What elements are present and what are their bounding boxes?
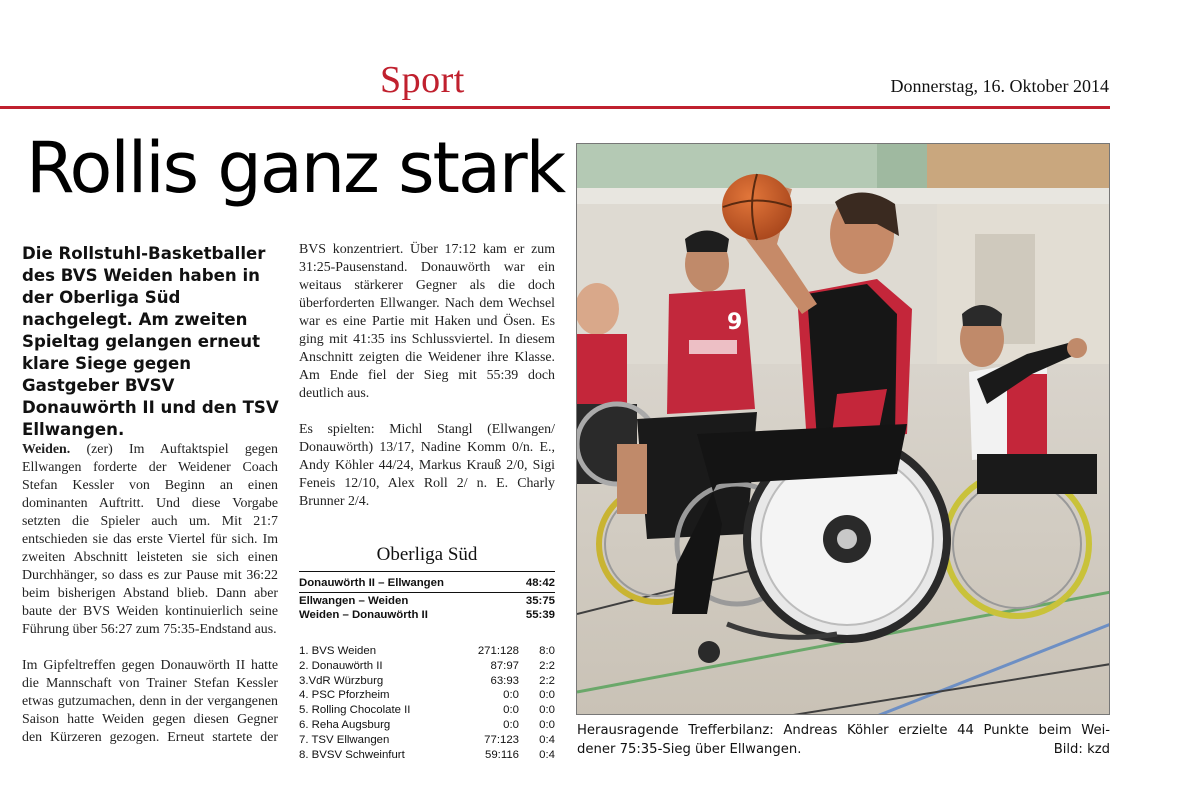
standings-score: 59:116 bbox=[485, 748, 519, 761]
caption-line-2 bbox=[577, 740, 1110, 759]
standings-team: 7. TSV Ellwangen bbox=[299, 733, 390, 746]
svg-text:9: 9 bbox=[727, 310, 743, 335]
standings-team: 3.VdR Würzburg bbox=[299, 674, 384, 687]
photo-credit: Bild: kzd bbox=[1053, 742, 1110, 757]
standings-score: 77:123 bbox=[484, 733, 519, 746]
issue-date: Donnerstag, 16. Oktober 2014 bbox=[890, 76, 1109, 96]
standings-score: 0:0 bbox=[503, 718, 519, 731]
standings-team: 2. Donauwörth II bbox=[299, 659, 383, 672]
standings-team: 6. Reha Augsburg bbox=[299, 718, 391, 731]
caption-text: dener 75:35-Sieg über Ellwangen. bbox=[577, 742, 802, 757]
standings-row bbox=[299, 748, 555, 763]
standings-table bbox=[299, 644, 555, 762]
league-table-rule-top bbox=[299, 571, 555, 572]
standings-points: 2:2 bbox=[539, 674, 555, 687]
standings-score: 87:97 bbox=[490, 659, 519, 672]
article-photo bbox=[576, 143, 1110, 715]
standings-team: 4. PSC Pforzheim bbox=[299, 689, 390, 702]
header-divider bbox=[0, 106, 1110, 109]
standings-points: 0:4 bbox=[539, 733, 555, 746]
standings-row bbox=[299, 733, 555, 748]
result-score: 55:39 bbox=[525, 609, 555, 621]
league-table-rule-mid bbox=[299, 592, 555, 593]
article-paragraph-2: Im Gipfeltreffen gegen Donauwörth II hatte die Mannschaft von Trainer Stefan Kessler etwas gutzumachen, denn in der vergangenen Saison hatte Weiden gegen diesen Gegner den Kürzeren gezogen. Erneut startete der bbox=[22, 658, 278, 745]
standings-team: 1. BVS Weiden bbox=[299, 645, 377, 657]
result-score: 35:75 bbox=[525, 595, 555, 607]
article-column-2 bbox=[299, 241, 555, 529]
paragraph-1-text: (zer) Im Auftaktspiel gegen Ellwangen forderte der Weidener Coach Stefan Kessler von Beginn an einen dominanten Auftritt. Und diese Vorgabe setzten die Spieler auch um. Mit 21:7 entschieden sie das erste Viertel für sich. Im zweiten Abschnitt leisteten sie sich einen Durchhänger, so dass es zur Pause mit 36:22 beim bisherigen Abstand blieb. Dann aber baute der BVS Weiden kontinuierlich seine Führung über 56:27 zum 75:35-Endstand aus. bbox=[22, 442, 278, 637]
wheelchair-basketball-photo-icon bbox=[577, 144, 1110, 715]
league-table-title: Oberliga Süd bbox=[376, 544, 478, 565]
standings-score: 0:0 bbox=[503, 689, 519, 702]
result-match: Ellwangen – Weiden bbox=[299, 595, 409, 607]
standings-score: 0:0 bbox=[503, 704, 519, 717]
standings-row bbox=[299, 659, 555, 674]
article-column-1 bbox=[22, 441, 278, 747]
caption-line-1: Herausragende Trefferbilanz: Andreas Köhler erzielte 44 Punkte beim Wei- bbox=[577, 723, 1110, 738]
standings-points: 0:0 bbox=[539, 704, 555, 717]
result-row bbox=[299, 594, 555, 608]
standings-row bbox=[299, 718, 555, 733]
dateline: Weiden. bbox=[22, 442, 71, 457]
standings-team: 5. Rolling Chocolate II bbox=[299, 704, 411, 717]
result-row bbox=[299, 608, 555, 622]
standings-points: 2:2 bbox=[539, 659, 555, 672]
standings-points: 0:0 bbox=[539, 718, 555, 731]
standings-row bbox=[299, 644, 555, 659]
result-match: Donauwörth II – Ellwangen bbox=[299, 577, 444, 589]
standings-row bbox=[299, 674, 555, 689]
article-lead: Die Rollstuhl-Basketballer des BVS Weiden haben in der Oberliga Süd nachgelegt. Am zweiten Spieltag gelangen erneut klare Siege gegen Gastgeber BVSV Donauwörth II und den TSV Ellwangen. bbox=[22, 244, 279, 439]
photo-caption bbox=[577, 721, 1110, 759]
article-paragraph-2-cont: BVS konzentriert. Über 17:12 kam er zum 31:25-Pausenstand. Donauwörth war ein weitaus stärkerer Gegner als die doch überforderten Ellwanger. Nach dem Wechsel war es eine Partie mit Haken und Ösen. Es ging mit 41:35 ins Schlussviertel. In diesem Anschnitt zeigten die Weidener ihre Klasse. Am Ende fiel der Sieg mit 55:39 doch deutlich aus. bbox=[299, 242, 555, 401]
standings-points: 0:4 bbox=[539, 748, 555, 761]
article-paragraph-1 bbox=[22, 441, 278, 639]
result-score: 48:42 bbox=[525, 577, 555, 589]
standings-team: 8. BVSV Schweinfurt bbox=[299, 748, 405, 761]
result-match: Weiden – Donauwörth II bbox=[299, 609, 428, 621]
results-table bbox=[299, 576, 555, 622]
standings-row bbox=[299, 703, 555, 718]
article-headline: Rollis ganz stark bbox=[26, 127, 565, 209]
standings-row bbox=[299, 688, 555, 703]
standings-points: 0:0 bbox=[539, 689, 555, 702]
section-title: Sport bbox=[380, 59, 465, 101]
article-paragraph-3: Es spielten: Michl Stangl (Ellwangen/ Donauwörth) 13/17, Nadine Komm 0/n. E., Andy Köhler 44/24, Markus Krauß 2/0, Sigi Feneis 12/10, Alex Roll 2/ n. E. Charly Brunner 2/4. bbox=[299, 422, 555, 509]
standings-score: 63:93 bbox=[490, 674, 519, 687]
standings-score: 271:128 bbox=[477, 645, 519, 657]
standings-points: 8:0 bbox=[539, 645, 555, 657]
